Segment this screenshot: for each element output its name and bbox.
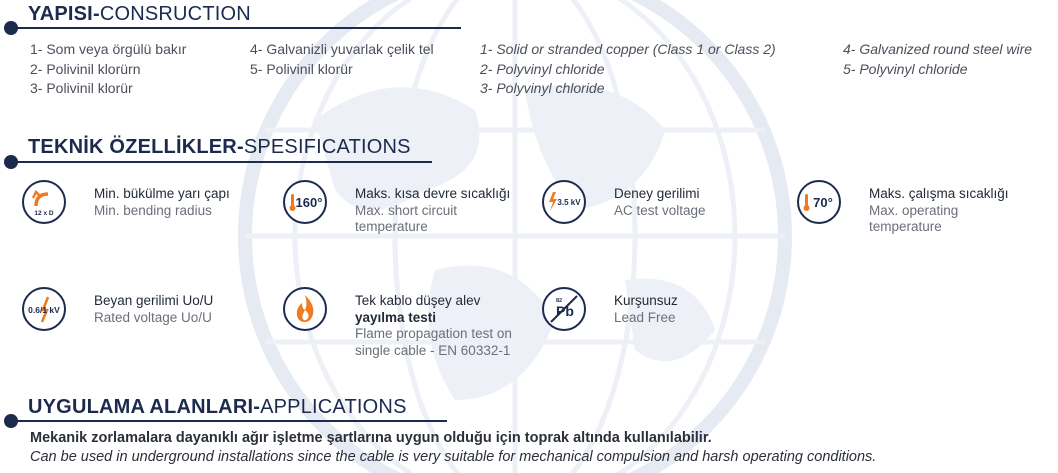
list-item: 4- Galvanizli yuvarlak çelik tel	[250, 41, 434, 57]
applications-text-tr: Mekanik zorlamalara dayanıklı ağır işletme şartlarına uygun olduğu için toprak altında kullanılabilir.	[30, 430, 712, 446]
svg-text:82: 82	[556, 298, 563, 304]
bending-radius-icon	[22, 180, 66, 224]
spec-label-en: Flame propagation test on	[355, 326, 512, 341]
short-circuit-temp-icon	[283, 180, 327, 224]
specs-title: TEKNİK ÖZELLİKLER-SPESIFICATIONS	[28, 136, 411, 158]
applications-rule	[14, 420, 447, 422]
spec-label-en: Rated voltage Uo/U	[94, 309, 212, 325]
list-item: 5- Polivinil klorür	[250, 60, 353, 77]
spec-label-en: single cable - EN 60332-1	[355, 342, 511, 358]
test-voltage-icon	[542, 180, 586, 224]
construction-bullet	[4, 21, 18, 35]
construction-title: YAPISI-CONSRUCTION	[28, 3, 251, 25]
operating-temp-icon	[797, 180, 841, 224]
svg-text:Pb: Pb	[556, 303, 574, 319]
spec-label-en: Max. operating	[869, 202, 959, 218]
specs-bullet	[4, 155, 18, 169]
list-item: 3- Polivinil klorür	[30, 80, 133, 96]
spec-label-tr: Tek kablo düşey alev	[355, 293, 481, 308]
construction-en-col2	[843, 40, 1032, 79]
spec-label-tr: Min. bükülme yarı çapı	[94, 186, 230, 201]
spec-label-en: Max. short circuit	[355, 202, 458, 218]
spec-label-en: Min. bending radius	[94, 202, 212, 218]
list-item: 2- Polyvinyl chloride	[480, 60, 605, 77]
list-item: 4- Galvanized round steel wire	[843, 41, 1033, 57]
svg-text:12 x D: 12 x D	[34, 210, 54, 217]
applications-text-en: Can be used in underground installations since the cable is very suitable for mechanical compulsion and harsh operating conditions.	[30, 449, 877, 465]
construction-rule	[14, 27, 461, 29]
specs-rule	[14, 161, 432, 163]
list-item: 1- Solid or stranded copper (Class 1 or Class 2)	[480, 41, 776, 57]
svg-text:0.6/1 kV: 0.6/1 kV	[28, 305, 60, 315]
spec-label-en: AC test voltage	[614, 202, 706, 218]
spec-label-en: temperature	[355, 219, 428, 234]
svg-text:70°: 70°	[813, 195, 833, 210]
list-item: 3- Polyvinyl chloride	[480, 80, 605, 96]
spec-label-en: Lead Free	[614, 309, 676, 325]
spec-label-tr: Kurşunsuz	[614, 293, 678, 308]
list-item: 2- Polivinil klorürn	[30, 60, 141, 77]
construction-en-col1	[480, 40, 776, 99]
list-item: 1- Som veya örgülü bakır	[30, 41, 187, 57]
spec-label-tr: Maks. kısa devre sıcaklığı	[355, 186, 511, 201]
applications-title: UYGULAMA ALANLARI-APPLICATIONS	[28, 396, 407, 418]
svg-text:160°: 160°	[295, 195, 323, 210]
lead-free-icon	[542, 287, 586, 331]
spec-label-en: temperature	[869, 219, 942, 234]
spec-label-tr: yayılma testi	[355, 309, 437, 325]
construction-tr-col1	[30, 40, 186, 99]
applications-bullet	[4, 414, 18, 428]
rated-voltage-icon	[22, 287, 66, 331]
spec-label-tr: Beyan gerilimi Uo/U	[94, 293, 214, 308]
construction-tr-col2	[250, 40, 434, 79]
flame-icon	[283, 287, 327, 331]
spec-label-tr: Maks. çalışma sıcaklığı	[869, 186, 1009, 201]
svg-text:3.5 kV: 3.5 kV	[557, 198, 581, 207]
spec-label-tr: Deney gerilimi	[614, 186, 700, 201]
list-item: 5- Polyvinyl chloride	[843, 60, 968, 77]
